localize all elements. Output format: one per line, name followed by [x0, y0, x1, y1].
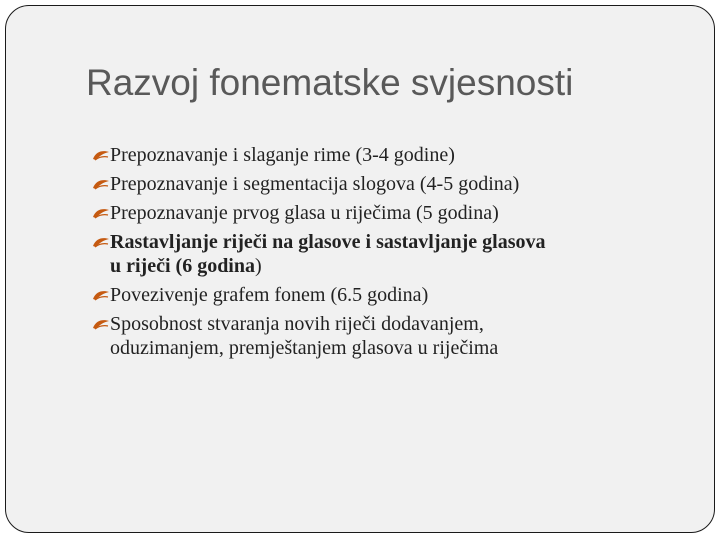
list-item-text: Prepoznavanje i segmentacija slogova (4-5 godina): [110, 173, 520, 195]
list-item-text-line2-tail: ): [255, 255, 262, 277]
leaf-swirl-icon: [92, 178, 110, 190]
list-item-text-line2: oduzimanjem, premještanjem glasova u riječima: [110, 337, 499, 359]
leaf-swirl-icon: [92, 207, 110, 219]
list-item: [90, 283, 690, 307]
list-item-text-line1: Sposobnost stvaranja novih riječi dodavanjem,: [110, 313, 484, 335]
list-item-text: Povezivenje grafem fonem (6.5 godina): [110, 284, 429, 306]
list-item: [90, 312, 690, 360]
list-item: [90, 201, 690, 225]
list-item-text-line1: Rastavljanje riječi na glasove i sastavljanje glasova: [110, 231, 546, 253]
leaf-swirl-icon: [92, 289, 110, 301]
list-item: [90, 172, 690, 196]
list-item-text: Prepoznavanje prvog glasa u riječima (5 godina): [110, 202, 499, 224]
leaf-swirl-icon: [92, 318, 110, 330]
leaf-swirl-icon: [92, 236, 110, 248]
slide: [5, 5, 715, 533]
list-item-text-line2-bold: u riječi (6 godina: [110, 255, 255, 277]
leaf-swirl-icon: [92, 149, 110, 161]
list-item: [90, 143, 690, 167]
bullet-list: [90, 143, 690, 365]
slide-title: Razvoj fonematske svjesnosti: [86, 62, 574, 103]
list-item-text-line2: [110, 254, 690, 278]
list-item-text: Prepoznavanje i slaganje rime (3-4 godine): [110, 144, 455, 166]
list-item: [90, 230, 690, 278]
